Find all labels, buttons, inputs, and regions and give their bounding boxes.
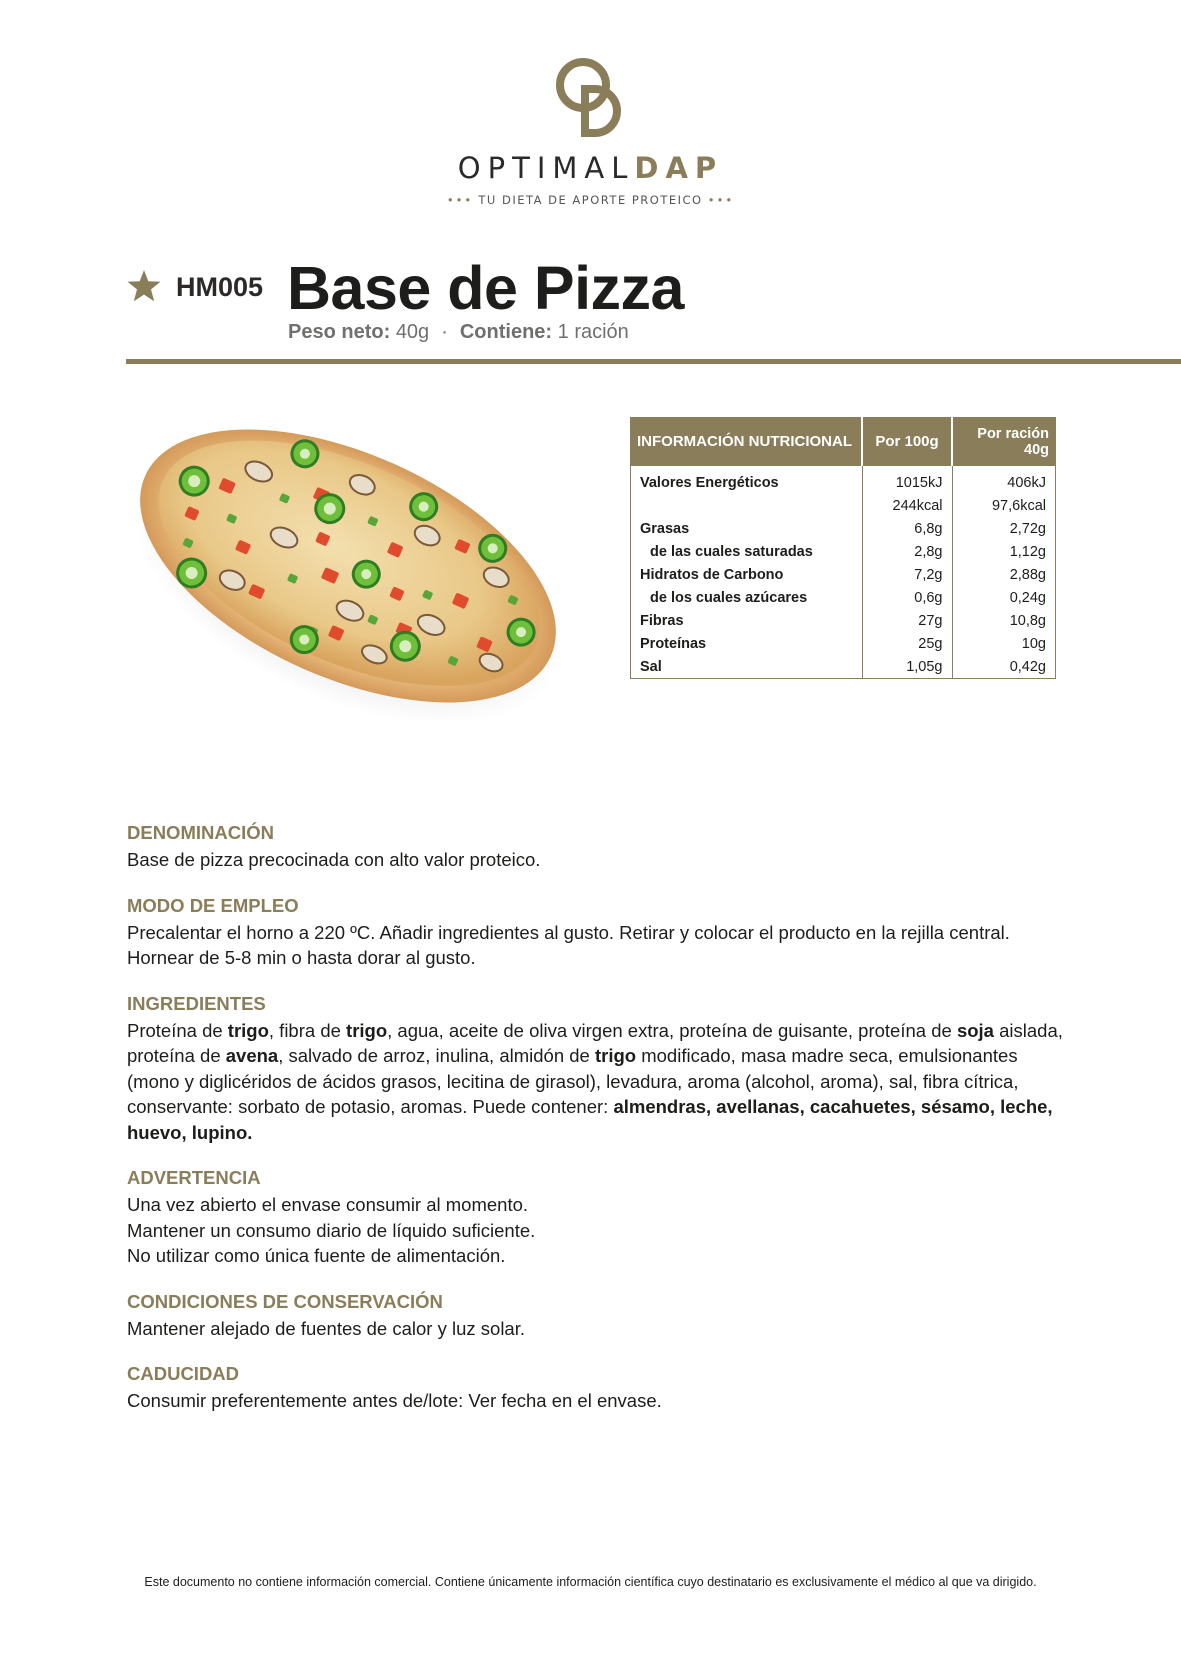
section-title: DENOMINACIÓN	[127, 822, 274, 843]
section-title: CONDICIONES DE CONSERVACIÓN	[127, 1290, 443, 1312]
pizza-photo	[122, 408, 574, 720]
ingredient-text: , agua, aceite de oliva virgen extra, proteína de guisante, proteína de	[387, 1019, 957, 1041]
section-title: CADUCIDAD	[127, 1363, 240, 1384]
section-ingredientes	[127, 993, 1067, 1146]
section-caducidad	[127, 1363, 1067, 1414]
nutrition-per100: 6,8g	[862, 517, 952, 540]
nutrition-label: Proteínas	[631, 632, 863, 655]
nutrition-per100: 1,05g	[862, 655, 952, 679]
nutrition-table	[630, 417, 1056, 679]
brand-name: OPTIMALDAP	[457, 151, 724, 185]
section-conservacion	[127, 1291, 1067, 1342]
allergen-highlight: trigo	[594, 1045, 637, 1066]
nutrition-per100: 25g	[862, 632, 952, 655]
section-modo-de-empleo	[127, 895, 1067, 971]
nutrition-row	[631, 586, 1056, 609]
nutrition-per-serving: 10,8g	[952, 609, 1056, 632]
nutrition-label: Hidratos de Carbono	[631, 563, 863, 586]
nutrition-row	[631, 655, 1056, 679]
footer-disclaimer: Este documento no contiene información comercial. Contiene únicamente información científica cuyo destinatario es exclusivamente el médico al que va dirigido.	[144, 1575, 1037, 1589]
warning-line: Mantener un consumo diario de líquido suficiente.	[127, 1219, 536, 1241]
nutrition-row	[631, 466, 1056, 495]
nutrition-header-per-serving: Por ración 40g	[952, 418, 1056, 466]
section-text: Mantener alejado de fuentes de calor y luz solar.	[127, 1317, 525, 1339]
nutrition-row	[631, 540, 1056, 563]
brand-tagline: ••• TU DIETA DE APORTE PROTEICO •••	[446, 193, 735, 207]
section-text: Consumir preferentemente antes de/lote: Ver fecha en el envase.	[127, 1390, 662, 1411]
nutrition-label	[631, 494, 863, 517]
warning-line: Una vez abierto el envase consumir al momento.	[127, 1194, 529, 1215]
star-icon	[127, 270, 161, 302]
ingredient-text: , salvado de arroz, inulina, almidón de	[278, 1045, 595, 1066]
nutrition-per100: 27g	[862, 609, 952, 632]
product-subtitle: Peso neto: 40g · Contiene: 1 ración	[288, 321, 629, 343]
nutrition-per-serving: 2,88g	[952, 563, 1056, 586]
nutrition-label: Grasas	[631, 517, 863, 540]
od-monogram-logo	[551, 55, 631, 137]
title-divider	[126, 359, 1181, 364]
ingredient-text: aislada, proteína de	[127, 1019, 1063, 1066]
section-title: ADVERTENCIA	[127, 1167, 261, 1188]
allergen-highlight: trigo	[227, 1019, 269, 1041]
product-sections	[127, 822, 1067, 1436]
allergen-highlight: almendras, avellanas, cacahuetes, sésamo, leche, huevo, lupino.	[127, 1096, 1053, 1143]
ingredient-text: modificado, masa madre seca, emulsionantes (mono y diglicéridos de ácidos grasos, lecitina de girasol), levadura, aroma (alcohol, aroma), sal, fibra cítrica, conservante: sorbato de potasio, aromas. Puede contener:	[127, 1045, 1019, 1117]
allergen-highlight: soja	[956, 1019, 994, 1041]
section-title: MODO DE EMPLEO	[127, 894, 299, 916]
ingredients-text	[127, 1018, 1067, 1146]
nutrition-label: Sal	[631, 655, 863, 679]
nutrition-per-serving: 0,24g	[952, 586, 1056, 609]
nutrition-label: Fibras	[631, 609, 863, 632]
nutrition-per-serving: 10g	[952, 632, 1056, 655]
nutrition-label: de los cuales azúcares	[631, 586, 863, 609]
product-code: HM005	[176, 272, 264, 302]
nutrition-per100: 2,8g	[862, 540, 952, 563]
page-title: Base de Pizza	[287, 254, 684, 322]
nutrition-per-serving: 406kJ	[952, 466, 1056, 495]
nutrition-per-serving: 97,6kcal	[952, 494, 1056, 517]
warning-text	[127, 1192, 1067, 1269]
nutrition-per100: 244kcal	[862, 494, 952, 517]
nutrition-per100: 1015kJ	[862, 466, 952, 495]
nutrition-label: de las cuales saturadas	[631, 540, 863, 563]
nutrition-per100: 7,2g	[862, 563, 952, 586]
section-text: Base de pizza precocinada con alto valor proteico.	[127, 849, 541, 870]
allergen-highlight: avena	[225, 1045, 279, 1066]
brand-header	[0, 55, 1181, 207]
nutrition-per-serving: 1,12g	[952, 540, 1056, 563]
nutrition-row	[631, 609, 1056, 632]
ingredient-text: , fibra de	[268, 1019, 347, 1041]
nutrition-row	[631, 632, 1056, 655]
nutrition-header-row	[631, 418, 1056, 466]
nutrition-per-serving: 0,42g	[952, 655, 1056, 679]
allergen-highlight: trigo	[346, 1019, 388, 1041]
nutrition-label: Valores Energéticos	[631, 466, 863, 495]
nutrition-per-serving: 2,72g	[952, 517, 1056, 540]
warning-line: No utilizar como única fuente de alimentación.	[127, 1245, 506, 1266]
nutrition-row	[631, 517, 1056, 540]
section-denominacion	[127, 822, 1067, 873]
nutrition-header-per100: Por 100g	[862, 418, 952, 466]
section-title: INGREDIENTES	[127, 992, 266, 1014]
nutrition-row	[631, 563, 1056, 586]
nutrition-per100: 0,6g	[862, 586, 952, 609]
section-advertencia	[127, 1167, 1067, 1269]
nutrition-row	[631, 494, 1056, 517]
ingredient-text: Proteína de	[127, 1019, 228, 1041]
section-text: Precalentar el horno a 220 ºC. Añadir ingredientes al gusto. Retirar y colocar el producto en la rejilla central. Hornear de 5-8 min o hasta dorar al gusto.	[127, 921, 1010, 968]
nutrition-header-label: INFORMACIÓN NUTRICIONAL	[631, 418, 863, 466]
